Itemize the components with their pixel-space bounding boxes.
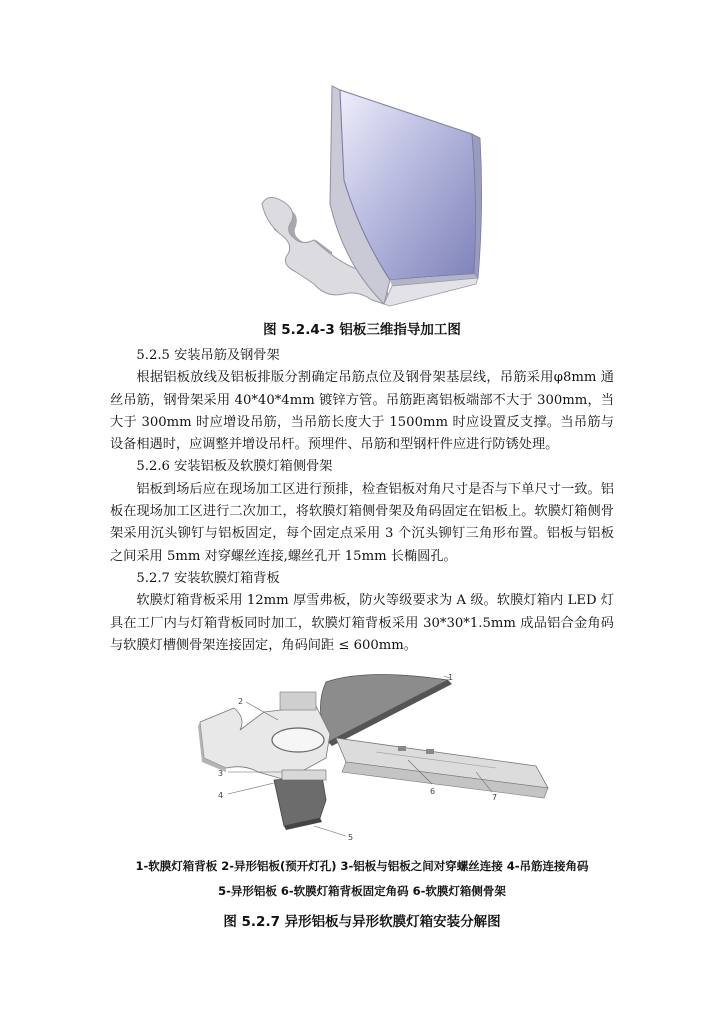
paragraph-526: 铝板到场后应在现场加工区进行预排，检查铝板对角尺寸是否与下单尺寸一致。铝板在现场加工区进行二次加工，将软膜灯箱侧骨架及角码固定在铝板上。软膜灯箱侧骨架采用沉头铆钉与铝板固定，每个固定点采用 3 个沉头铆钉三角形布置。铝板与铝板之间采用 5mm 对穿螺丝连接,螺丝孔开 15mm 长椭圆孔。 (110, 481, 614, 564)
callout-label: 5 (348, 833, 354, 842)
figure-caption-1: 图 5.2.4-3 铝板三维指导加工图 (263, 322, 461, 338)
callout-label: 4 (218, 791, 224, 800)
callout-label: 2 (238, 697, 244, 706)
paragraph-527: 软膜灯箱背板采用 12mm 厚雪弗板，防火等级要求为 A 级。软膜灯箱内 LED 灯具在工厂内与灯箱背板同时加工，软膜灯箱背板采用 30*30*1.5mm 成品铝合金角码与软膜灯槽侧骨架连接固定，角码间距 ≤ 600mm。 (110, 593, 614, 653)
aluminum-panel-3d-figure (240, 84, 500, 309)
callout-label: 6 (430, 787, 436, 796)
section-heading-527: 5.2.7 安装软膜灯箱背板 (136, 570, 280, 586)
section-heading-526: 5.2.6 安装铝板及软膜灯箱侧骨架 (136, 459, 333, 475)
figure-caption-2: 图 5.2.7 异形铝板与异形软膜灯箱安装分解图 (223, 914, 501, 930)
paragraph-525: 根据铝板放线及铝板排版分割确定吊筋点位及钢骨架基层线，吊筋采用φ8mm 通丝吊筋，钢骨架采用 40*40*4mm 镀锌方管。吊筋距离铝板端部不大于 300mm，当大于 300mm 时应增设吊筋，当吊筋长度大于 1500mm 时应设置反支撑。当吊筋与设备相遇时，应调整并增设吊杆。预埋件、吊筋和型钢杆件应进行防锈处理。 (110, 370, 614, 453)
body-text (110, 345, 614, 657)
exploded-installation-diagram (186, 668, 566, 850)
figure-legend-line-1: 1-软膜灯箱背板 2-异形铝板(预开灯孔) 3-铝板与铝板之间对穿螺丝连接 4-吊筋连接角码 (135, 859, 589, 873)
section-heading-525: 5.2.5 安装吊筋及钢骨架 (136, 348, 280, 363)
callout-label: 7 (492, 793, 498, 802)
figure-legend-line-2: 5-异形铝板 6-软膜灯箱背板固定角码 6-软膜灯箱侧骨架 (218, 884, 506, 898)
callout-label: 1 (448, 673, 454, 682)
callout-label: 3 (218, 769, 224, 778)
